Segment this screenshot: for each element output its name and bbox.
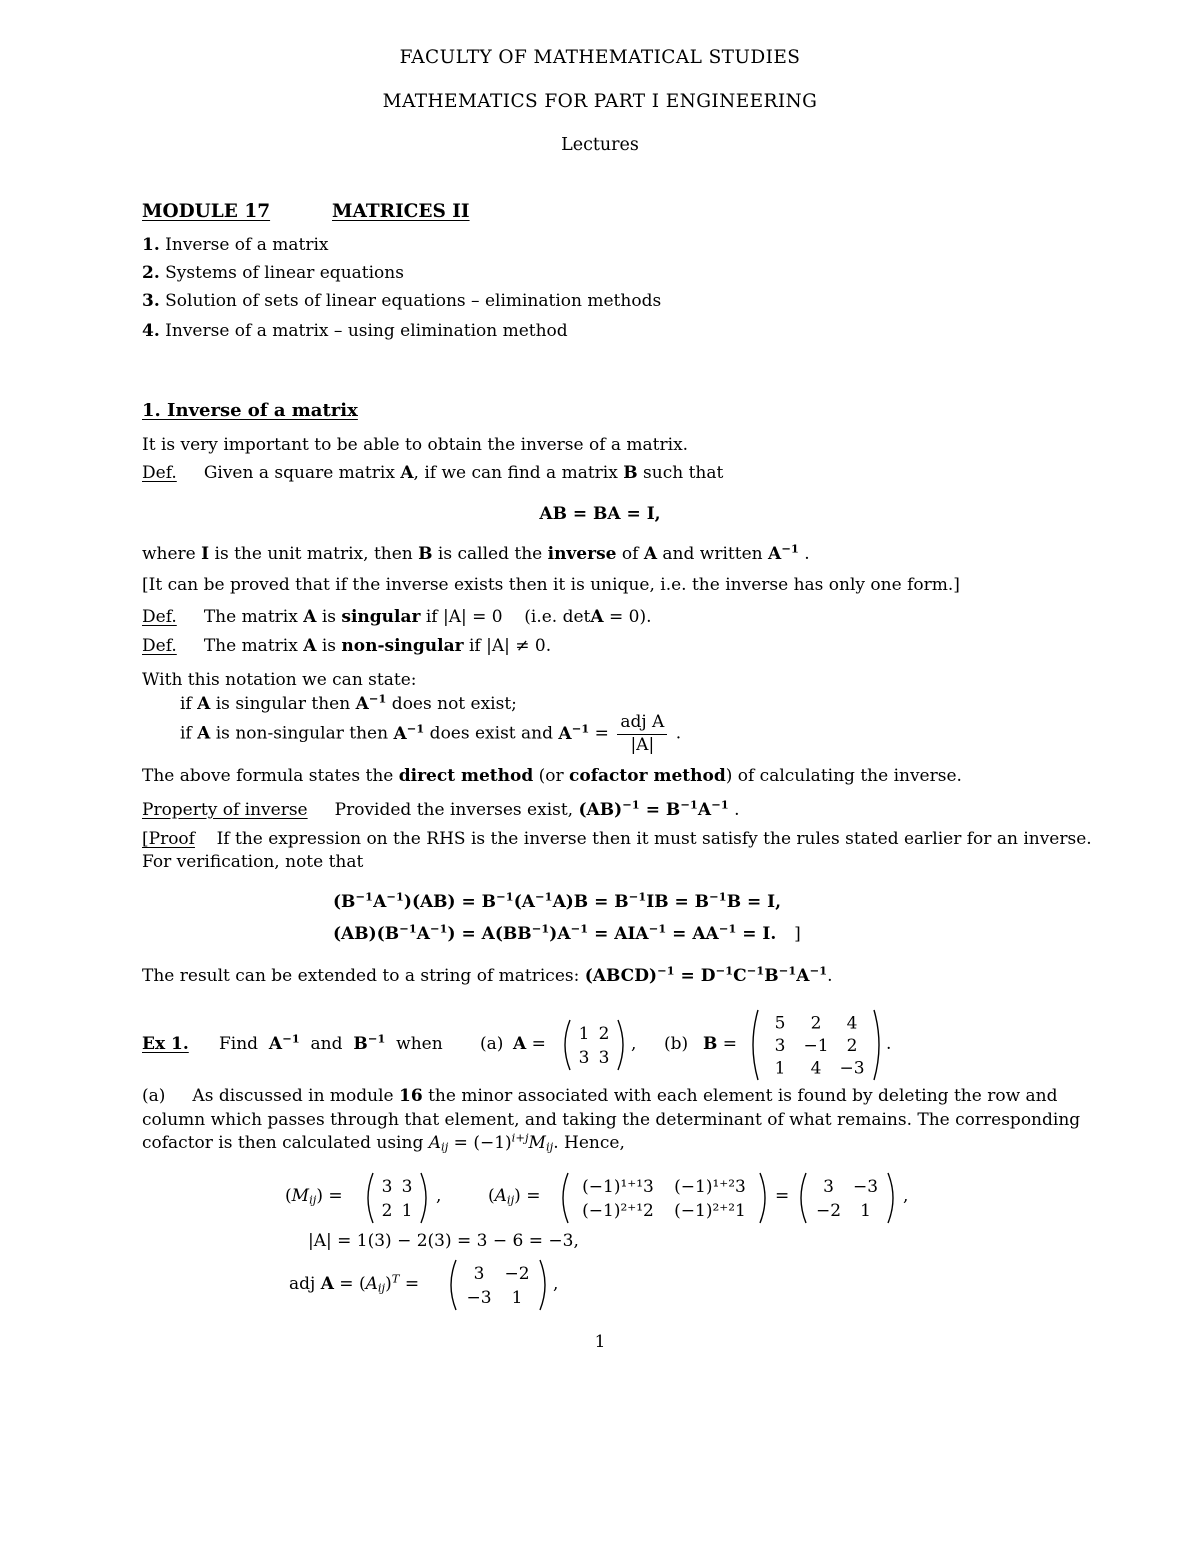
matrix-B-cell: 3 <box>774 1036 786 1056</box>
matrix-B <box>748 1008 884 1082</box>
verification-text: For verification, note that <box>142 852 364 872</box>
matrix-B-cell: −3 <box>839 1058 865 1079</box>
definition-1: Def. Given a square matrix A, if we can find a matrix B such that <box>142 463 724 483</box>
right-parenthesis <box>874 1010 879 1080</box>
contents-item: 3. Solution of sets of linear equations – elimination methods <box>142 291 662 311</box>
cofactors-expanded-cell: (−1)²⁺²1 <box>674 1201 746 1221</box>
matrix-B-cell: 4 <box>846 1013 858 1034</box>
right-parenthesis <box>421 1173 426 1223</box>
contents-item: 2. Systems of linear equations <box>142 263 404 283</box>
right-parenthesis <box>760 1173 765 1223</box>
matrix-A-cell: 1 <box>578 1024 590 1044</box>
adjoint-cell: 1 <box>511 1288 523 1308</box>
left-parenthesis <box>451 1260 456 1310</box>
matrix-A-cell: 3 <box>598 1048 610 1068</box>
adjoint-lhs: adj $A = (A_{ij})^T$ = <box>289 1271 420 1295</box>
matrix-B-cell: 5 <box>774 1013 786 1034</box>
left-parenthesis <box>801 1173 806 1223</box>
period: . <box>886 1034 892 1054</box>
verification-equation-1: $(B^{-1}A^{-1})(AB) = B^{-1}(A^{-1}A)B = B^{-1}IB = B^{-1}B = I$, <box>333 889 782 912</box>
matrix-B-cell: 4 <box>810 1058 822 1079</box>
comma: , <box>436 1186 442 1206</box>
minors-cell: 1 <box>401 1201 413 1221</box>
property-of-inverse: Property of inverse Provided the inverses exist, $(AB)^{-1} = B^{-1}A^{-1}$ . <box>142 797 740 820</box>
minors-cell: 3 <box>381 1177 393 1197</box>
part-b-label: (b) <box>664 1034 689 1054</box>
inverse-formula-fraction: $\frac{\text{adj A}}{|A|}$ <box>617 713 667 755</box>
cofactors-lhs: $(A_{ij})$ = <box>488 1186 541 1207</box>
example-1-label: Ex 1. <box>142 1034 189 1054</box>
determinant-line: |A| = 1(3) − 2(3) = 3 − 6 = −3, <box>308 1231 579 1251</box>
inverse-definition-equation: AB = BA = I, <box>539 504 661 524</box>
example-1-statement: Find $A^{-1}$ and $B^{-1}$ when <box>219 1031 443 1054</box>
comma: , <box>553 1274 559 1294</box>
direct-method-text: The above formula states the direct method (or cofactor method) of calculating the inverse. <box>142 766 962 786</box>
comma: , <box>631 1034 637 1054</box>
minors-matrix <box>363 1171 431 1225</box>
left-parenthesis <box>563 1173 568 1223</box>
minors-cell: 3 <box>401 1177 413 1197</box>
string-of-matrices-text: The result can be extended to a string of matrices: (ABCD)$^{-1}$ = $D^{-1}C^{-1}B^{-1}A^{-1}$. <box>142 963 833 986</box>
cofactors-cell: −3 <box>852 1177 879 1197</box>
matrix-A-cell: 3 <box>578 1048 590 1068</box>
definition-3: Def. The matrix A is non-singular if |A| ≠ 0. <box>142 636 552 656</box>
left-parenthesis <box>753 1010 758 1080</box>
matrix-A-cell: 2 <box>598 1024 610 1044</box>
module-number: MODULE 17 <box>142 201 271 222</box>
cofactors-expanded-matrix <box>558 1171 770 1225</box>
module-title: MATRICES II <box>332 201 470 222</box>
part-a-label: (a) <box>480 1034 504 1054</box>
course-heading: MATHEMATICS FOR PART I ENGINEERING <box>382 91 818 112</box>
adjoint-cell: −3 <box>466 1288 492 1308</box>
definition-2: Def. The matrix A is singular if |A| = 0 (i.e. detA = 0). <box>142 607 652 627</box>
section-heading: 1. Inverse of a matrix <box>142 400 358 421</box>
matrix-B-cell: 2 <box>810 1013 822 1034</box>
matrix-B-cell: 1 <box>774 1058 786 1079</box>
cofactors-cell: 1 <box>860 1201 871 1221</box>
cofactors-expanded-cell: (−1)¹⁺²3 <box>674 1177 746 1197</box>
proof-text: [Proof If the expression on the RHS is the inverse then it must satisfy the rules stated earlier for an inverse. <box>142 829 1092 849</box>
left-parenthesis <box>565 1020 570 1070</box>
adjoint-cell: 3 <box>473 1264 485 1284</box>
contents-item: 4. Inverse of a matrix – using elimination method <box>142 321 568 341</box>
contents-item: 1. Inverse of a matrix <box>142 235 329 255</box>
cofactors-cell: 3 <box>823 1177 834 1197</box>
cofactors-matrix <box>796 1171 898 1225</box>
minors-cell: 2 <box>381 1201 393 1221</box>
notation-text: With this notation we can state: <box>142 670 417 690</box>
intro-text: It is very important to be able to obtain the inverse of a matrix. <box>142 435 689 455</box>
solution-a-line-2: column which passes through that element, and taking the determinant of what remains. The corresponding <box>142 1110 1081 1130</box>
nonsingular-case: if A is non-singular then $A^{-1}$ does exist and $A^{-1}$ = $\frac{\text{adj A}}{|A|}$ . <box>180 712 682 755</box>
singular-case: if A is singular then $A^{-1}$ does not exist; <box>180 691 517 714</box>
equals: = <box>775 1186 790 1206</box>
minors-lhs: $(M_{ij})$ = <box>285 1186 343 1207</box>
right-parenthesis <box>888 1173 893 1223</box>
faculty-heading: FACULTY OF MATHEMATICAL STUDIES <box>399 47 801 68</box>
page-number: 1 <box>594 1332 606 1352</box>
matrix-A <box>560 1018 628 1072</box>
uniqueness-note: [It can be proved that if the inverse exists then it is unique, i.e. the inverse has only one form.] <box>142 575 960 595</box>
cofactors-expanded-cell: (−1)¹⁺¹3 <box>582 1177 654 1197</box>
left-parenthesis <box>368 1173 373 1223</box>
adjoint-cell: −2 <box>504 1264 530 1284</box>
cofactors-cell: −2 <box>815 1201 842 1221</box>
where-text: where I is the unit matrix, then B is called the inverse of A and written $A^{-1}$ . <box>142 541 810 564</box>
right-parenthesis <box>618 1020 623 1070</box>
verification-equation-2: $(AB)(B^{-1}A^{-1}) = A(BB^{-1})A^{-1} = AIA^{-1} = AA^{-1} = I$. ] <box>333 921 801 944</box>
matrix-A-lhs: A = <box>513 1034 546 1054</box>
comma: , <box>903 1186 909 1206</box>
solution-a-line-3: cofactor is then calculated using $A_{ij} = (-1)^{i+j}M_{ij}$. Hence, <box>142 1130 625 1154</box>
matrix-B-cell: 2 <box>846 1036 858 1056</box>
lectures-heading: Lectures <box>561 135 639 155</box>
cofactors-expanded-cell: (−1)²⁺¹2 <box>582 1201 654 1221</box>
right-parenthesis <box>540 1260 545 1310</box>
matrix-B-cell: −1 <box>803 1036 829 1056</box>
matrix-B-lhs: B = <box>703 1034 738 1054</box>
solution-a-line-1: (a) As discussed in module 16 the minor associated with each element is found by deleting the row and <box>142 1086 1058 1106</box>
adjoint-matrix <box>446 1258 550 1312</box>
